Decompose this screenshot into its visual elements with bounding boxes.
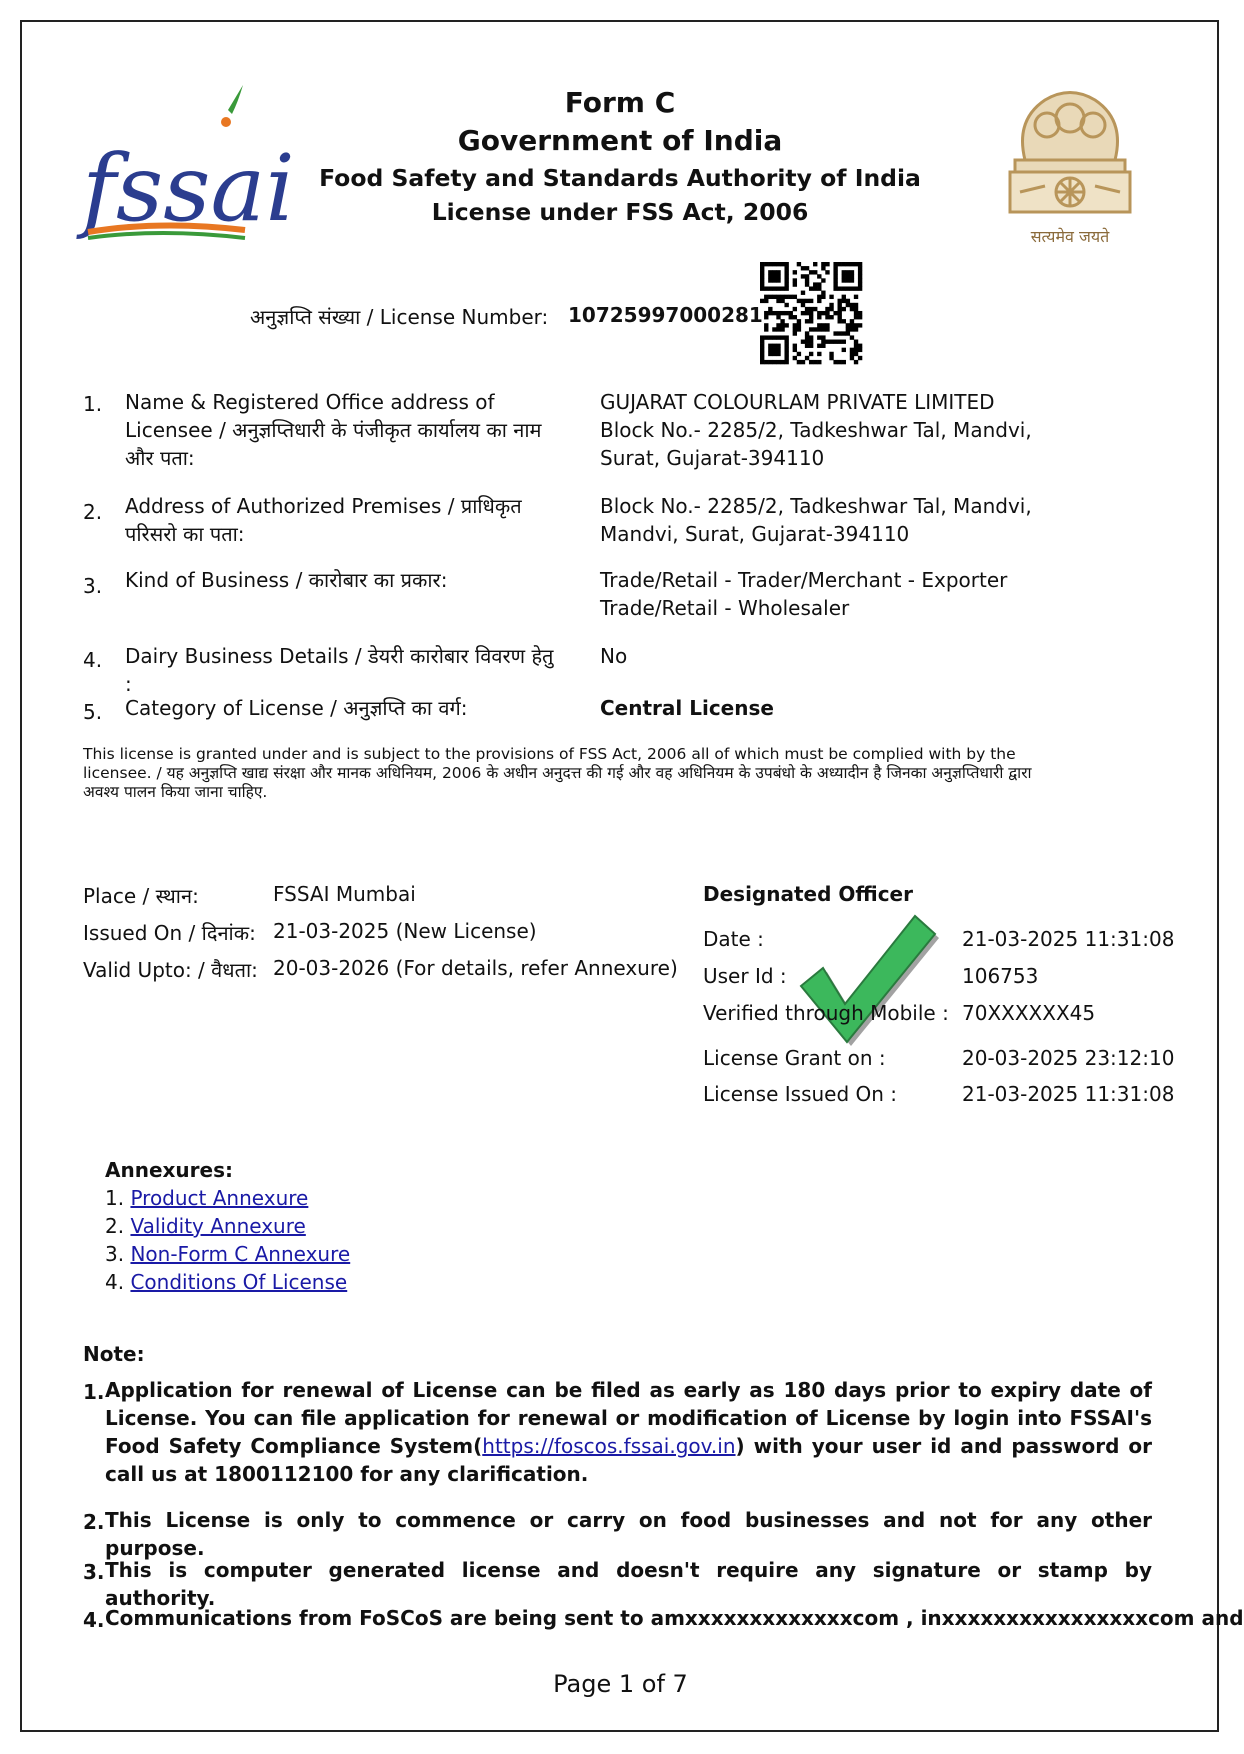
annexure-item (105, 1186, 308, 1210)
foscos-link[interactable]: https://foscos.fssai.gov.in (482, 1434, 736, 1458)
premises-address-line: Mandvi, Surat, Gujarat-394110 (600, 522, 910, 546)
license-number-label: अनुज्ञप्ति संख्या / License Number: (250, 305, 549, 329)
verified-check-icon (795, 908, 940, 1048)
act-title: License under FSS Act, 2006 (431, 198, 809, 226)
row-label-business: Kind of Business / कारोबार का प्रकार: (125, 568, 448, 592)
license-grant: 20-03-2025 23:12:10 (962, 1046, 1175, 1070)
note-computer-generated: This is computer generated license and doesn't require any signature or stamp by authority. (105, 1558, 1152, 1610)
row-value-premises (600, 492, 1080, 548)
fssai-logo-text: fssai (82, 135, 295, 242)
note-number: 4. (83, 1608, 105, 1632)
note-renewal-text-end: ) with your user id and password or call us at 1800112100 for any clarification. (105, 1434, 1152, 1486)
row-label-premises: Address of Authorized Premises / प्राधिकृत परिसरो का पता: (125, 494, 522, 546)
annexure-number: 3. (105, 1242, 125, 1266)
row-value-dairy: No (600, 644, 628, 668)
license-issued-label: License Issued On : (703, 1082, 898, 1106)
officer-user-label: User Id : (703, 964, 787, 988)
conditions-of-license-link[interactable]: Conditions Of License (130, 1270, 348, 1294)
row-label-licensee: Name & Registered Office address of Licensee / अनुज्ञप्तिधारी के पंजीकृत कार्यालय का नाम और पता: (125, 390, 542, 470)
license-issued: 21-03-2025 11:31:08 (962, 1082, 1175, 1106)
row-number: 4. (83, 648, 103, 672)
officer-title: Designated Officer (703, 882, 913, 906)
row-number: 3. (83, 574, 103, 598)
authority-title: Food Safety and Standards Authority of India (319, 164, 921, 192)
government-title: Government of India (457, 124, 783, 157)
annexure-item (105, 1270, 347, 1294)
officer-date-label: Date : (703, 927, 764, 951)
row-label-dairy: Dairy Business Details / डेयरी कारोबार विवरण हेतु : (125, 644, 554, 696)
row-value-category: Central License (600, 696, 774, 720)
disclaimer: This license is granted under and is subject to the provisions of FSS Act, 2006 all of which must be complied with by the licensee. / यह अनुज्ञप्ति खाद्य संरक्षा और मानक अधिनियम, 2006 के अधीन अनुदत्त की गई और वह अधिनियम के उपबंधो के अध्यादीन है जिनका अनुज्ञप्तिधारी द्वारा अवश्य पालन किया जाना चाहिए. (83, 745, 1032, 801)
product-annexure-link[interactable]: Product Annexure (130, 1186, 309, 1210)
qr-code (760, 262, 862, 364)
validity-annexure-link[interactable]: Validity Annexure (130, 1214, 306, 1238)
note-renewal (105, 1376, 1152, 1488)
issued-label: Issued On / दिनांक: (83, 921, 256, 945)
annexure-number: 1. (105, 1186, 125, 1210)
officer-date: 21-03-2025 11:31:08 (962, 927, 1175, 951)
license-grant-label: License Grant on : (703, 1046, 886, 1070)
note-number: 3. (83, 1560, 105, 1584)
valid-label: Valid Upto: / वैधता: (83, 958, 258, 982)
row-number: 1. (83, 392, 103, 416)
business-kind-line: Trade/Retail - Wholesaler (600, 596, 850, 620)
form-title: Form C (564, 86, 676, 119)
row-number: 5. (83, 700, 103, 724)
row-number: 2. (83, 500, 103, 524)
annexure-item (105, 1242, 350, 1266)
row-value-licensee (600, 388, 1080, 472)
national-emblem (985, 80, 1155, 255)
place-label: Place / स्थान: (83, 884, 199, 908)
annexure-number: 2. (105, 1214, 125, 1238)
issued-value: 21-03-2025 (New License) (273, 919, 537, 943)
annexures-title: Annexures: (105, 1158, 233, 1182)
license-number: 10725997000281 (568, 303, 763, 327)
annexure-item (105, 1214, 306, 1238)
note-number: 2. (83, 1510, 105, 1534)
valid-value: 20-03-2026 (For details, refer Annexure) (273, 956, 678, 980)
fssai-logo (80, 80, 295, 255)
note-communications: Communications from FoSCoS are being sent to amxxxxxxxxxxxxxcom , inxxxxxxxxxxxxxxxxcom and (105, 1606, 1244, 1630)
licensee-address-line: Surat, Gujarat-394110 (600, 446, 825, 470)
non-form-c-annexure-link[interactable]: Non-Form C Annexure (130, 1242, 351, 1266)
licensee-name: GUJARAT COLOURLAM PRIVATE LIMITED (600, 390, 995, 414)
officer-user: 106753 (962, 964, 1039, 988)
note-purpose: This License is only to commence or carry on food businesses and not for any other purpose. (105, 1508, 1152, 1560)
premises-address-line: Block No.- 2285/2, Tadkeshwar Tal, Mandvi, (600, 494, 1032, 518)
row-label-category: Category of License / अनुज्ञप्ति का वर्ग: (125, 696, 468, 720)
row-value-business (600, 566, 1080, 622)
business-kind-line: Trade/Retail - Trader/Merchant - Exporter (600, 568, 1008, 592)
officer-mobile-label: Verified through Mobile : (703, 1001, 949, 1025)
note-number: 1. (83, 1380, 105, 1404)
emblem-motto: सत्यमेव जयते (1030, 227, 1110, 246)
place-value: FSSAI Mumbai (273, 882, 416, 906)
note-title: Note: (83, 1342, 145, 1366)
page-number: Page 1 of 7 (553, 1670, 688, 1698)
officer-mobile: 70XXXXXX45 (962, 1001, 1096, 1025)
note-renewal-text: Application for renewal of License can be filed as early as 180 days prior to expiry date of License. You can file application for renewal or modification of License by login into FSSAI's Food Safety Compliance System( (105, 1378, 1152, 1458)
licensee-address-line: Block No.- 2285/2, Tadkeshwar Tal, Mandvi, (600, 418, 1032, 442)
annexure-number: 4. (105, 1270, 125, 1294)
